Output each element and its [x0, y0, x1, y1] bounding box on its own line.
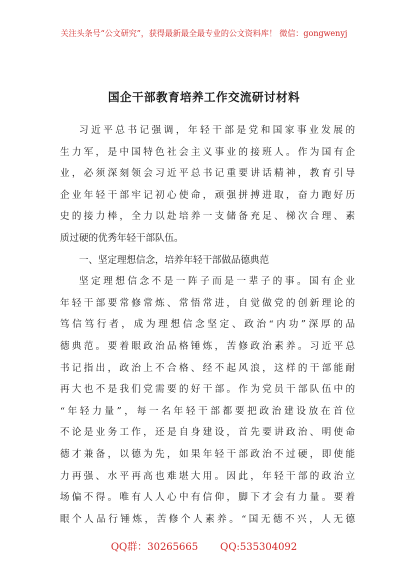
paragraph-line: 质过硬的优秀年轻干部队伍。 [60, 232, 184, 244]
paragraph-line: 再大也不是我们党需要的好干部。作为党员干部队伍中的 [60, 384, 355, 396]
paragraph-line: 书记指出，政治上不合格、经不起风浪，这样的干部能耐 [60, 362, 355, 374]
paragraph-line: 坚定理想信念不是一阵子而是一辈子的事。国有企业 [79, 276, 355, 288]
document-body [60, 120, 355, 530]
document-title: 国企干部教育培养工作交流研讨材料 [108, 90, 300, 104]
paragraph-line: 德典范。要着眼政治品格锤炼，苦修政治素养。习近平总 [60, 340, 355, 352]
paragraph-line: 习近平总书记强调，年轻干部是党和国家事业发展的 [79, 125, 355, 136]
paragraph-line: 年轻干部要常修常炼、常悟常进，自觉做党的创新理论的 [60, 297, 355, 309]
section-heading: 一、坚定理想信念，培养年轻干部做品德典范 [79, 254, 270, 266]
paragraph-line: 史的接力棒，全力以赴培养一支储备充足、梯次合理、素 [60, 211, 355, 223]
paragraph-line: 笃信笃行者，成为理想信念坚定、政治“内功”深厚的品 [60, 319, 355, 331]
paragraph-line: 力再强、水平再高也难堪大用。因此，年轻干部的政治立 [60, 470, 355, 482]
paragraph-line: 生力军，是中国特色社会主义事业的接班人。作为国有企 [60, 146, 355, 158]
footer-qq-group: QQ群：30265665 [110, 542, 199, 553]
paragraph-line: 德才兼备，以德为先，如果年轻干部政治不过硬，即使能 [60, 448, 355, 460]
paragraph-line: “年轻力量”，每一名年轻干部都要把政治建设放在首位 [60, 405, 355, 417]
footer-qq: QQ:535304092 [220, 542, 298, 553]
footer-contact [0, 538, 408, 553]
header-promo-text: 关注头条号“公文研究”，获得最新最全最专业的公文资料库！ 微信：gongwenyj [60, 29, 348, 38]
paragraph-line: 不论是业务工作，还是自身建设，首先要讲政治、明使命 [60, 427, 355, 439]
paragraph-line: 业，必须深刻领会习近平总书记重要讲话精神，教育引导 [60, 168, 355, 180]
paragraph-line: 企业年轻干部牢记初心使命，顽强拼搏进取，奋力跑好历 [60, 189, 355, 201]
paragraph-line: 场偏不得。唯有人人心中有信仰，脚下才会有力量。要着 [60, 492, 355, 504]
paragraph-line: 眼个人品行锤炼，苦修个人素养。“国无德不兴，人无德 [60, 513, 355, 525]
